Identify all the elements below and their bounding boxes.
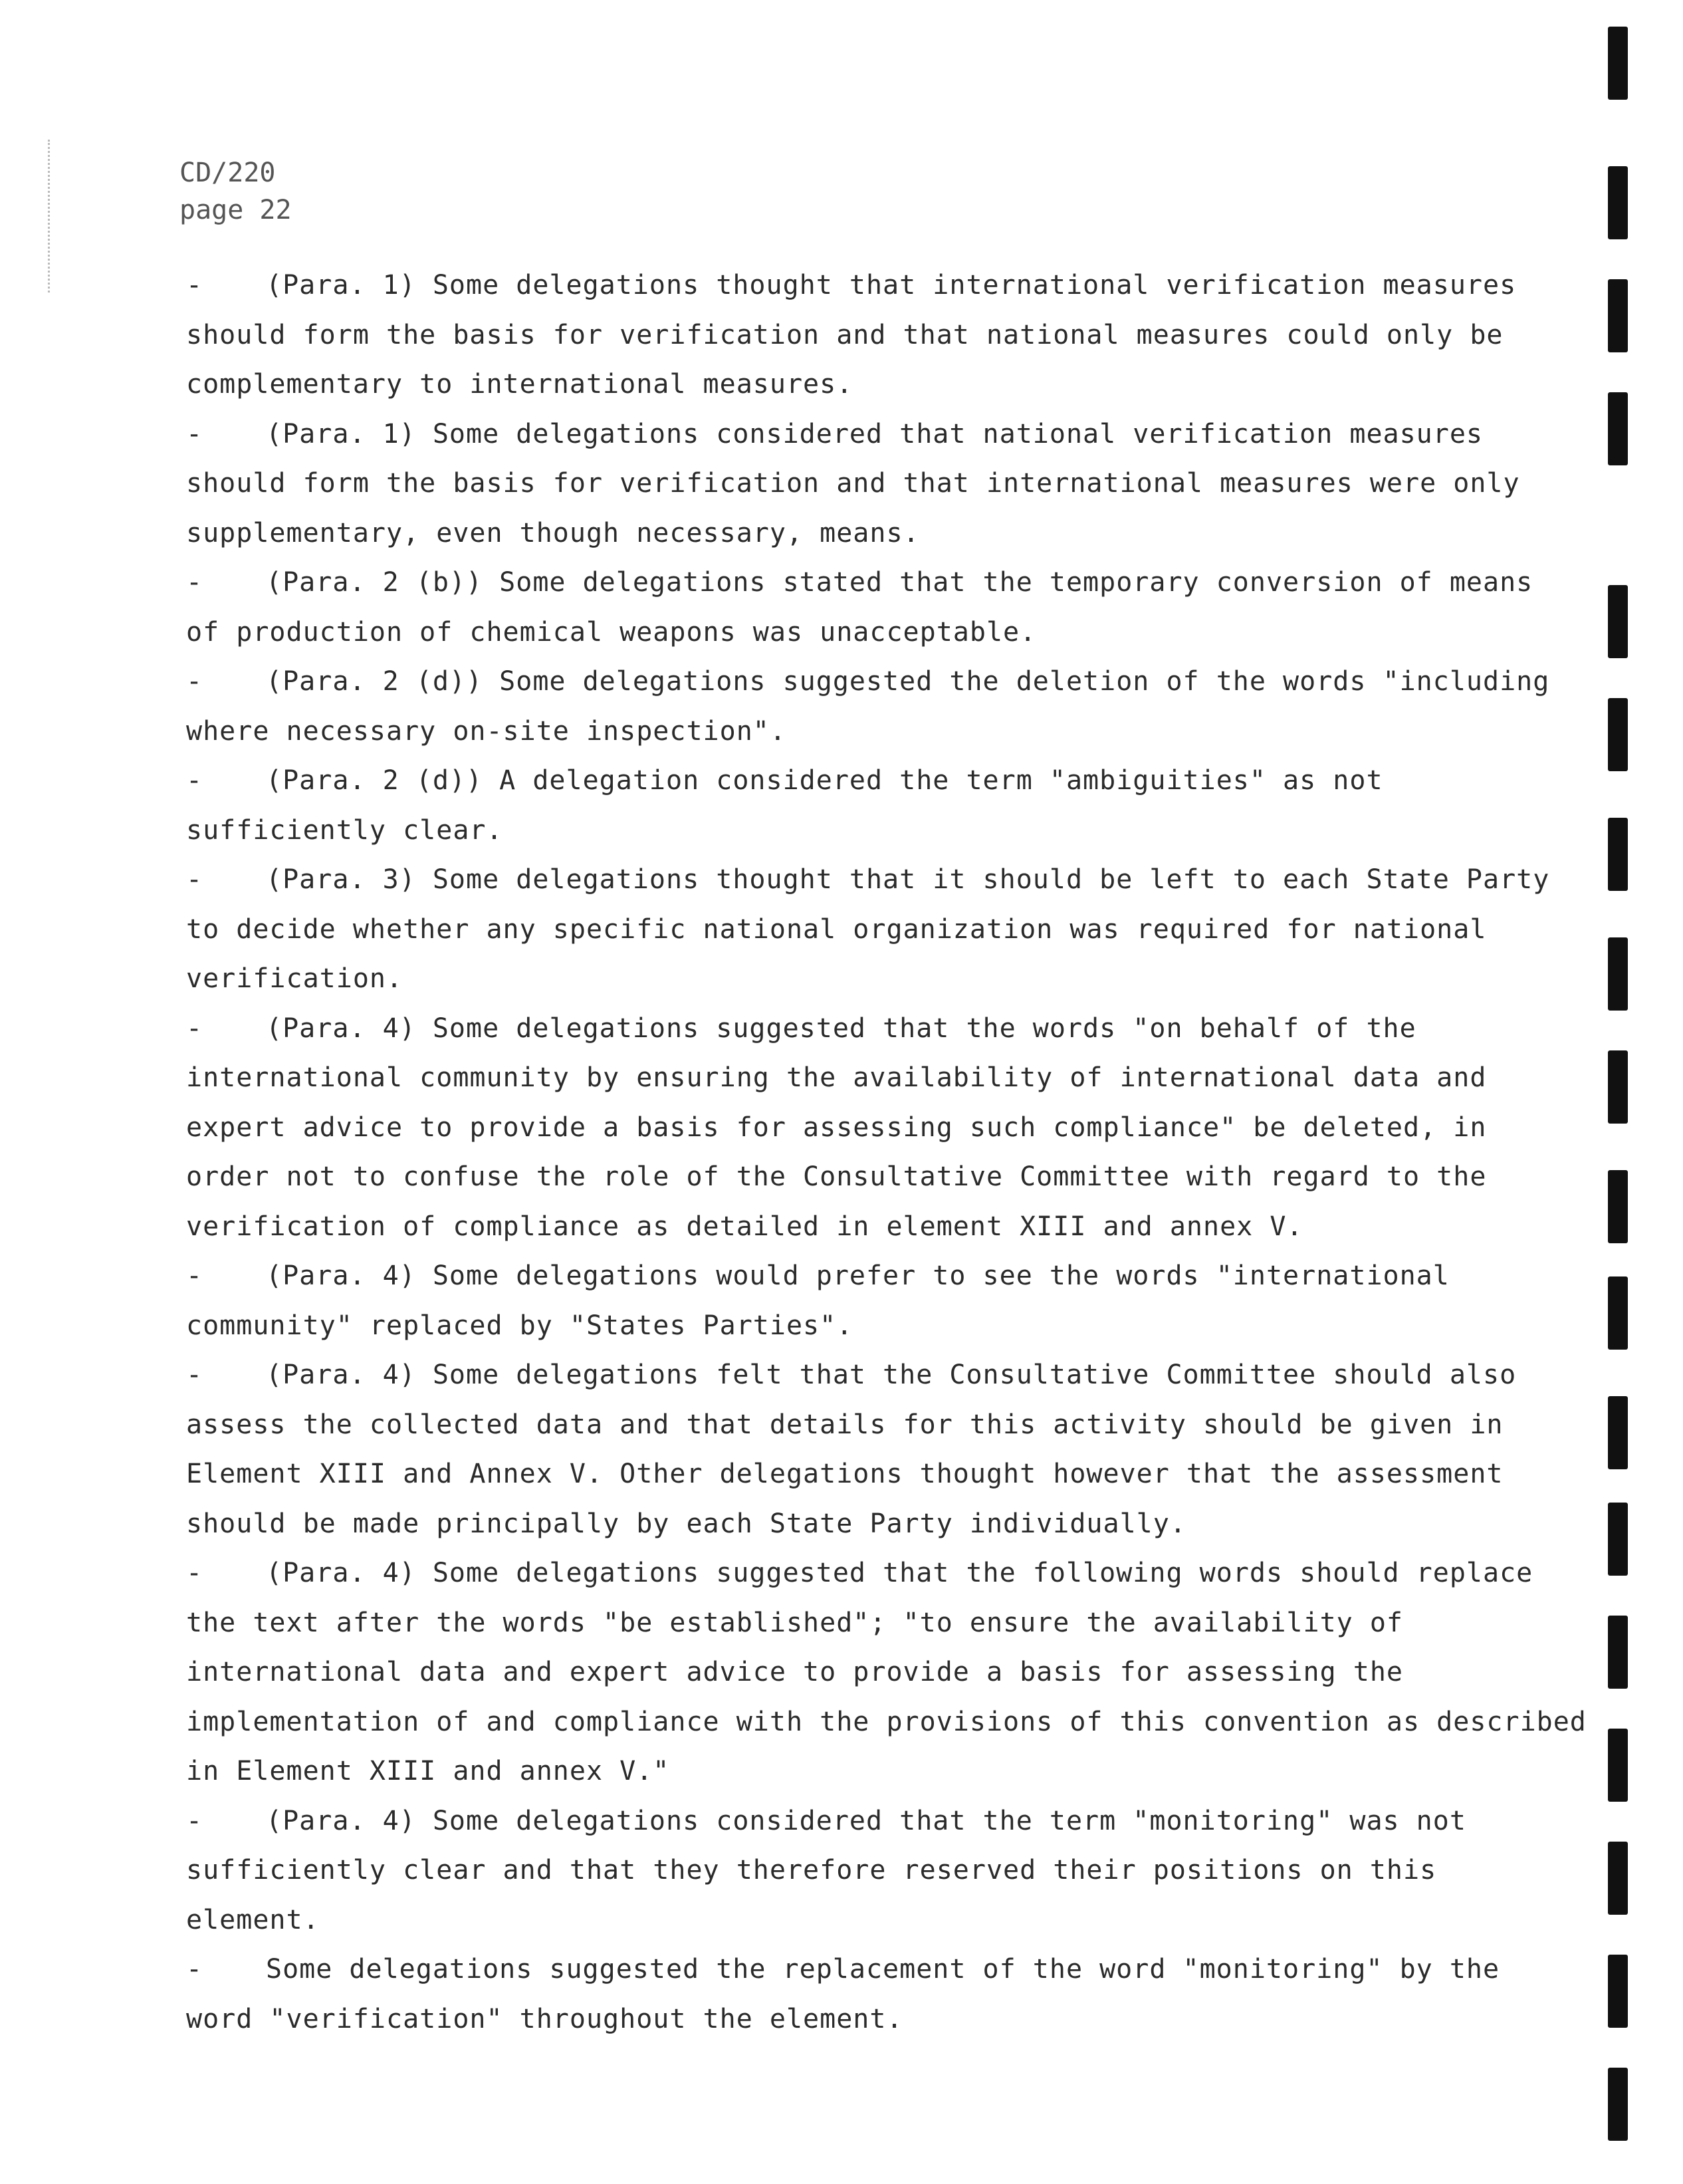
line-text: sufficiently clear and that they therefore reserved their positions on this bbox=[186, 1855, 1437, 1885]
punch-mark bbox=[1608, 392, 1628, 465]
line-text: where necessary on-site inspection". bbox=[186, 715, 786, 747]
line-text: Element XIII and Annex V. Other delegations thought however that the assessment bbox=[186, 1459, 1504, 1489]
text-line bbox=[186, 459, 1582, 509]
line-text: word "verification" throughout the element. bbox=[186, 2003, 903, 2034]
text-line bbox=[186, 1895, 1582, 1945]
line-text: expert advice to provide a basis for assessing such compliance" be deleted, in bbox=[186, 1112, 1487, 1143]
line-text: A delegation considered the term "ambiguities" as not bbox=[499, 765, 1383, 796]
text-line bbox=[186, 855, 1582, 905]
remark-paragraph bbox=[186, 1548, 1587, 1796]
paragraph-reference: (Para. 4) bbox=[266, 1261, 416, 1291]
text-line bbox=[186, 1747, 1582, 1796]
paragraph-reference: (Para. 2 (d)) bbox=[266, 765, 483, 796]
line-text: supplementary, even though necessary, means. bbox=[186, 517, 920, 548]
text-line bbox=[186, 558, 1582, 608]
punch-mark bbox=[1608, 818, 1628, 891]
punch-mark bbox=[1608, 585, 1628, 658]
text-line bbox=[186, 954, 1582, 1004]
text-line bbox=[186, 1598, 1582, 1648]
line-text: element. bbox=[186, 1904, 320, 1935]
bullet-dash: - bbox=[186, 567, 203, 598]
bullet-dash: - bbox=[186, 1013, 203, 1044]
text-line bbox=[186, 1053, 1582, 1103]
text-line bbox=[186, 1004, 1582, 1054]
bullet-dash: - bbox=[186, 1261, 203, 1291]
text-line bbox=[186, 806, 1582, 856]
text-line bbox=[186, 509, 1582, 558]
remark-paragraph bbox=[186, 558, 1582, 657]
line-text: Some delegations suggested that the words "on behalf of the bbox=[432, 1013, 1416, 1044]
line-text: Some delegations thought that international verification measures bbox=[432, 270, 1517, 301]
remark-paragraph bbox=[186, 1945, 1582, 2044]
paragraph-reference: (Para. 2 (b)) bbox=[266, 567, 483, 598]
text-line bbox=[186, 1697, 1587, 1747]
remark-paragraph bbox=[186, 1004, 1582, 1252]
paragraph-reference: (Para. 1) bbox=[266, 270, 416, 301]
punch-mark bbox=[1608, 1729, 1628, 1802]
bullet-dash: - bbox=[186, 1805, 203, 1836]
text-line bbox=[186, 360, 1582, 410]
text-line bbox=[186, 608, 1582, 658]
remark-paragraph bbox=[186, 855, 1582, 1004]
paragraph-reference: (Para. 1) bbox=[266, 418, 416, 449]
bullet-dash: - bbox=[186, 270, 203, 301]
text-line bbox=[186, 261, 1582, 310]
line-text: in Element XIII and annex V." bbox=[186, 1756, 670, 1786]
text-line bbox=[186, 1846, 1582, 1895]
line-text: community" replaced by "States Parties". bbox=[186, 1310, 853, 1341]
line-text: Some delegations would prefer to see the words "international bbox=[432, 1261, 1450, 1291]
punch-hole-marks bbox=[1550, 0, 1683, 2184]
bullet-dash: - bbox=[186, 418, 203, 449]
punch-mark bbox=[1608, 1503, 1628, 1576]
remark-paragraph bbox=[186, 1251, 1582, 1350]
punch-mark bbox=[1608, 2068, 1628, 2141]
punch-mark bbox=[1608, 1396, 1628, 1469]
text-line bbox=[186, 1350, 1582, 1400]
line-text: the text after the words "be established"; "to ensure the availability of bbox=[186, 1607, 1403, 1638]
line-text: Some delegations thought that it should be left to each State Party bbox=[432, 864, 1550, 895]
line-text: international community by ensuring the availability of international data and bbox=[186, 1062, 1487, 1093]
text-line bbox=[186, 1548, 1582, 1598]
line-text: Some delegations felt that the Consultative Committee should also bbox=[432, 1360, 1517, 1390]
paragraph-reference: (Para. 2 (d)) bbox=[266, 666, 483, 697]
line-text: Some delegations suggested the replacement of the word "monitoring" by the bbox=[266, 1954, 1500, 1985]
text-line bbox=[186, 1152, 1582, 1202]
line-text: Some delegations stated that the temporary conversion of means bbox=[499, 567, 1533, 598]
text-line bbox=[186, 707, 1582, 757]
text-line bbox=[186, 1103, 1582, 1153]
text-line bbox=[186, 1251, 1582, 1301]
punch-mark bbox=[1608, 1170, 1628, 1243]
remark-paragraph bbox=[186, 657, 1582, 756]
text-line bbox=[186, 1301, 1582, 1351]
remark-paragraph bbox=[186, 261, 1582, 410]
text-line bbox=[186, 905, 1582, 955]
paragraph-reference: (Para. 4) bbox=[266, 1013, 416, 1044]
punch-mark bbox=[1608, 1276, 1628, 1350]
punch-mark bbox=[1608, 279, 1628, 352]
punch-mark bbox=[1608, 27, 1628, 100]
page-number: page 22 bbox=[179, 195, 292, 225]
remark-paragraph bbox=[186, 756, 1582, 855]
page-header bbox=[179, 154, 292, 229]
line-text: Some delegations suggested the deletion of the words "including bbox=[499, 666, 1550, 697]
paragraph-reference: (Para. 3) bbox=[266, 864, 416, 895]
line-text: should be made principally by each State Party individually. bbox=[186, 1508, 1186, 1539]
line-text: assess the collected data and that details for this activity should be given in bbox=[186, 1409, 1504, 1440]
text-line bbox=[186, 1499, 1582, 1549]
line-text: sufficiently clear. bbox=[186, 814, 503, 846]
punch-mark bbox=[1608, 166, 1628, 239]
text-line bbox=[186, 1995, 1582, 2044]
line-text: of production of chemical weapons was unacceptable. bbox=[186, 616, 1037, 648]
paragraph-reference: (Para. 4) bbox=[266, 1805, 416, 1836]
text-line bbox=[186, 1400, 1582, 1450]
paragraph-reference: (Para. 4) bbox=[266, 1558, 416, 1588]
text-line bbox=[186, 756, 1582, 806]
punch-mark bbox=[1608, 698, 1628, 771]
text-line bbox=[186, 1796, 1582, 1846]
line-text: international data and expert advice to provide a basis for assessing the bbox=[186, 1657, 1403, 1687]
line-text: implementation of and compliance with the provisions of this convention as described bbox=[186, 1706, 1587, 1737]
line-text: should form the basis for verification and that international measures were only bbox=[186, 468, 1520, 499]
punch-mark bbox=[1608, 1842, 1628, 1915]
text-line bbox=[186, 1945, 1582, 1995]
text-line bbox=[186, 410, 1582, 459]
remark-paragraph bbox=[186, 410, 1582, 558]
line-text: Some delegations considered that national verification measures bbox=[432, 418, 1484, 449]
bullet-dash: - bbox=[186, 1558, 203, 1588]
punch-mark bbox=[1608, 1050, 1628, 1124]
text-line bbox=[186, 310, 1582, 360]
line-text: Some delegations suggested that the following words should replace bbox=[432, 1558, 1533, 1588]
document-body bbox=[186, 261, 1587, 2044]
line-text: order not to confuse the role of the Consultative Committee with regard to the bbox=[186, 1161, 1487, 1192]
text-line bbox=[186, 1449, 1582, 1499]
bullet-dash: - bbox=[186, 1360, 203, 1390]
bullet-dash: - bbox=[186, 765, 203, 796]
line-text: verification of compliance as detailed in element XIII and annex V. bbox=[186, 1211, 1303, 1242]
punch-mark bbox=[1608, 937, 1628, 1011]
remark-paragraph bbox=[186, 1796, 1582, 1945]
document-id: CD/220 bbox=[179, 158, 276, 188]
bullet-dash: - bbox=[186, 1954, 203, 1985]
text-line bbox=[186, 1202, 1582, 1252]
line-text: to decide whether any specific national organization was required for national bbox=[186, 913, 1487, 945]
remark-paragraph bbox=[186, 1350, 1582, 1548]
line-text: should form the basis for verification and that national measures could only be bbox=[186, 319, 1504, 350]
line-text: complementary to international measures. bbox=[186, 369, 853, 400]
text-line bbox=[186, 1647, 1582, 1697]
punch-mark bbox=[1608, 1955, 1628, 2028]
text-line bbox=[186, 657, 1582, 707]
paragraph-reference: (Para. 4) bbox=[266, 1360, 416, 1390]
line-text: verification. bbox=[186, 963, 403, 994]
binding-edge bbox=[48, 140, 53, 293]
line-text: Some delegations considered that the term "monitoring" was not bbox=[432, 1805, 1466, 1836]
bullet-dash: - bbox=[186, 666, 203, 697]
bullet-dash: - bbox=[186, 864, 203, 895]
punch-mark bbox=[1608, 1616, 1628, 1689]
